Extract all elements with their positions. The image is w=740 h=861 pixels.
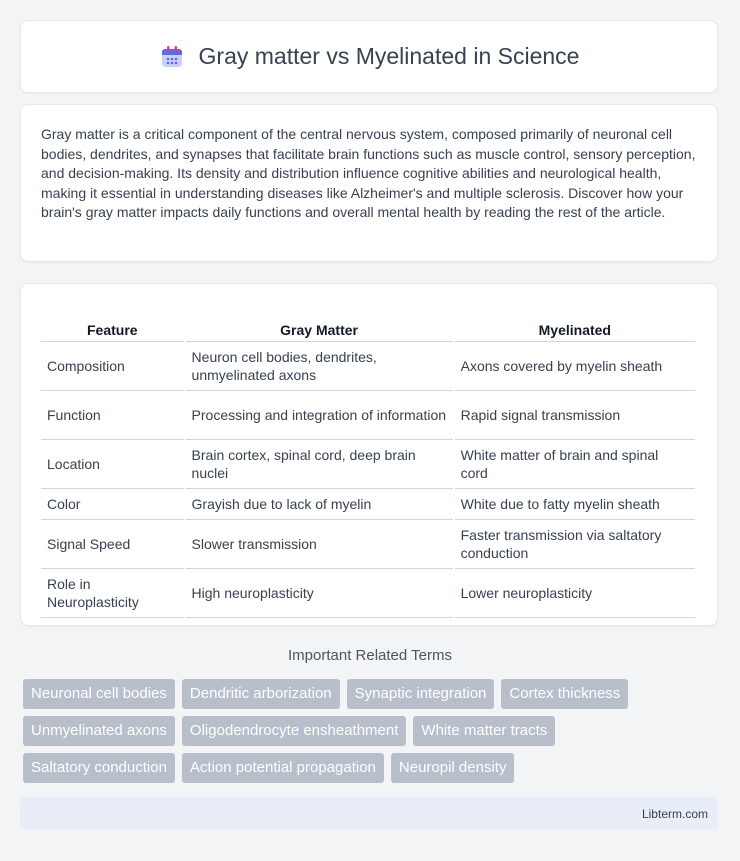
table-cell: Location <box>41 440 184 489</box>
table-row <box>41 520 695 569</box>
table-cell: Neuron cell bodies, dendrites, unmyelinated axons <box>186 342 453 391</box>
intro-text: Gray matter is a critical component of the central nervous system, composed primarily of neuronal cell bodies, dendrites, and synapses that facilitate brain functions such as muscle control, sensory perception, and decision-making. Its density and distribution influence cognitive abilities and neurological health, making it essential in understanding diseases like Alzheimer's and multiple sclerosis. Discover how your brain's gray matter impacts daily functions and overall mental health by reading the rest of the article. <box>41 126 696 220</box>
table-header-row <box>41 304 695 342</box>
term-tag[interactable]: Synaptic integration <box>347 679 495 709</box>
comparison-table <box>39 304 697 618</box>
table-row <box>41 391 695 440</box>
tag-row <box>23 679 723 709</box>
term-tag[interactable]: Action potential propagation <box>182 753 384 783</box>
table-cell: Lower neuroplasticity <box>455 569 695 618</box>
related-terms-title: Important Related Terms <box>288 647 452 664</box>
term-tag[interactable]: Neuronal cell bodies <box>23 679 175 709</box>
table-cell: Rapid signal transmission <box>455 391 695 440</box>
calendar-icon <box>159 44 185 70</box>
table-cell: White matter of brain and spinal cord <box>455 440 695 489</box>
header-gray-matter: Gray Matter <box>186 304 453 342</box>
term-tag[interactable]: White matter tracts <box>413 716 555 746</box>
table-cell: Faster transmission via saltatory conduction <box>455 520 695 569</box>
header-feature: Feature <box>41 304 184 342</box>
term-tag[interactable]: Unmyelinated axons <box>23 716 175 746</box>
table-cell: Axons covered by myelin sheath <box>455 342 695 391</box>
table-cell: Composition <box>41 342 184 391</box>
page-title: Gray matter vs Myelinated in Science <box>198 43 580 69</box>
table-cell: Brain cortex, spinal cord, deep brain nuclei <box>186 440 453 489</box>
table-cell: Function <box>41 391 184 440</box>
term-tag[interactable]: Neuropil density <box>391 753 515 783</box>
table-cell: Slower transmission <box>186 520 453 569</box>
comparison-table-card <box>20 283 718 626</box>
table-cell: Signal Speed <box>41 520 184 569</box>
tag-row <box>23 716 723 746</box>
term-tag[interactable]: Dendritic arborization <box>182 679 340 709</box>
related-terms <box>23 679 723 790</box>
table-row <box>41 569 695 618</box>
table-cell: Role in Neuroplasticity <box>41 569 184 618</box>
table-cell: White due to fatty myelin sheath <box>455 489 695 520</box>
term-tag[interactable]: Saltatory conduction <box>23 753 175 783</box>
term-tag[interactable]: Oligodendrocyte ensheathment <box>182 716 406 746</box>
table-row <box>41 489 695 520</box>
tag-row <box>23 753 723 783</box>
table-cell: High neuroplasticity <box>186 569 453 618</box>
term-tag[interactable]: Cortex thickness <box>501 679 628 709</box>
header-inner <box>159 43 580 70</box>
footer <box>20 797 718 830</box>
header-card <box>20 20 718 93</box>
table-row <box>41 342 695 391</box>
table-row <box>41 440 695 489</box>
header-myelinated: Myelinated <box>455 304 695 342</box>
table-cell: Processing and integration of information <box>186 391 453 440</box>
footer-site-link[interactable]: Libterm.com <box>641 806 708 821</box>
table-cell: Color <box>41 489 184 520</box>
intro-card <box>20 104 718 262</box>
table-cell: Grayish due to lack of myelin <box>186 489 453 520</box>
